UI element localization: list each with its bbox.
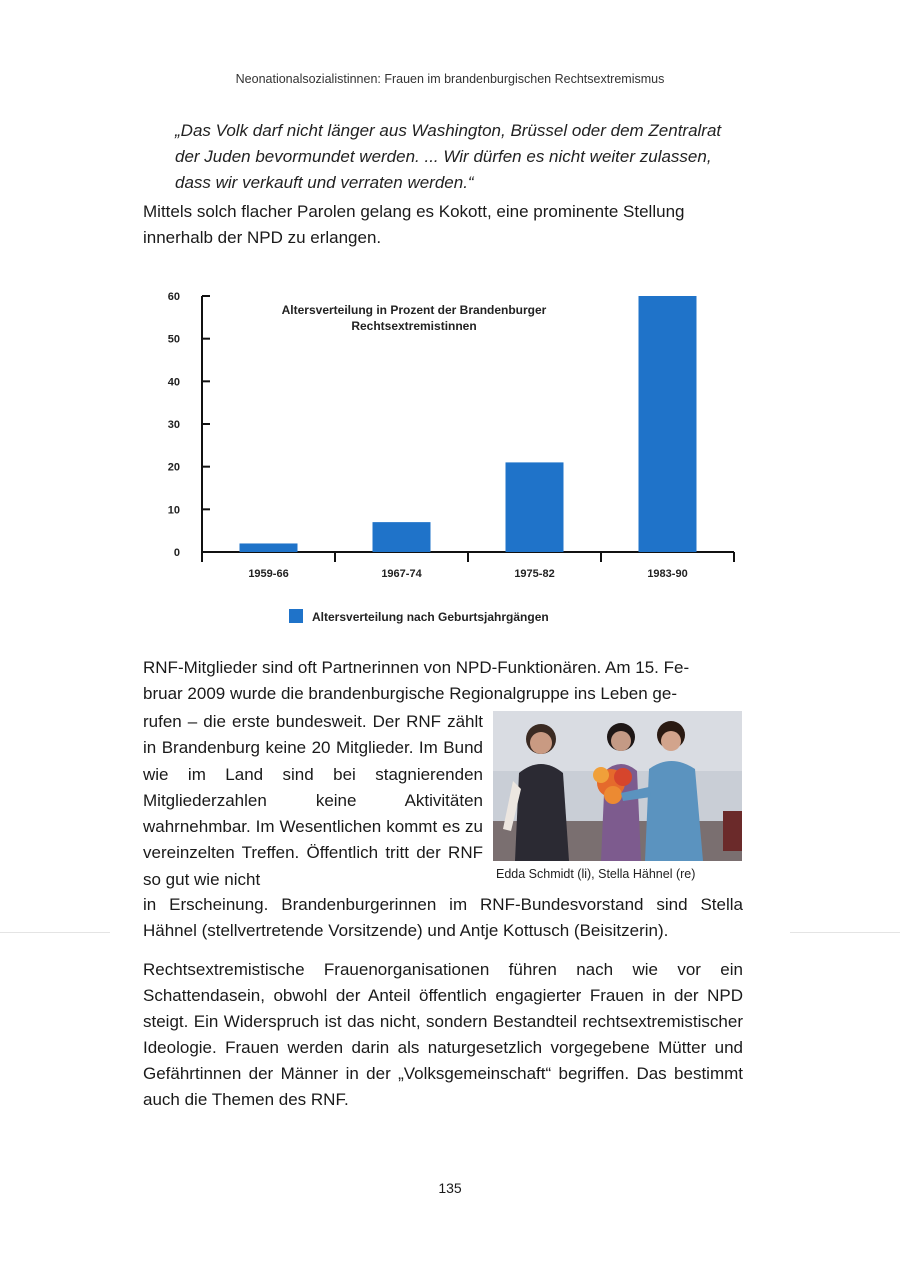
age-distribution-chart — [150, 278, 750, 638]
y-tick-label: 10 — [167, 504, 180, 517]
quote-block: „Das Volk darf nicht länger aus Washington, Brüssel oder dem Zentralrat der Juden bevormundet werden. ... Wir dürfen es nicht weiter zulassen, dass wir verkauft und verraten werden.“ — [175, 121, 722, 192]
y-tick-label: 0 — [173, 547, 180, 559]
y-tick-label: 60 — [167, 291, 180, 303]
legend-label: Altersverteilung nach Geburtsjahrgängen — [312, 610, 549, 624]
paragraph-2-wrap-text: rufen – die erste bundesweit. Der RNF zählt in Brandenburg keine 20 Mitglieder. Im Bund wie im Land sind bei stagnierenden Mitgliederzahlen keine Aktivitäten wahrnehmbar. Im Wesentlichen kommt es zu vereinzelten Treffen. Öffentlich tritt der RNF so gut wie nicht — [143, 712, 483, 889]
photo-illustration — [493, 711, 742, 861]
paragraph-2-line-1: RNF-Mitglieder sind oft Partnerinnen von NPD-Funktionären. Am 15. Fe- — [143, 658, 690, 677]
paragraph-2-bottom: in Erscheinung. Brandenburgerinnen im RNF-Bundesvorstand sind Stella Hähnel (stellvertretende Vorsitzende) und Antje Kottusch (Beisitzerin). — [143, 895, 743, 940]
bar-1983-90 — [639, 296, 697, 552]
divider-right — [790, 932, 900, 933]
x-tick-label: 1959-66 — [248, 568, 289, 580]
x-axis — [202, 552, 734, 580]
y-tick-label: 30 — [167, 419, 180, 431]
bar-1959-66 — [240, 543, 298, 552]
bar-series — [240, 296, 697, 552]
y-tick-label: 50 — [167, 333, 180, 346]
photo-caption: Edda Schmidt (li), Stella Hähnel (re) — [496, 867, 696, 881]
y-tick-label: 20 — [167, 461, 180, 474]
group-photo — [493, 711, 742, 861]
divider-left — [0, 932, 110, 933]
bar-1967-74 — [373, 522, 431, 552]
paragraph-3: Rechtsextremistische Frauenorganisationen führen nach wie vor ein Schattendasein, obwohl der Anteil öffentlich engagierter Frauen in der NPD steigt. Ein Widerspruch ist das nicht, sondern Bestandteil rechtsextremistischer Ideologie. Frauen werden darin als naturgesetzlich vorgegebene Mütter und Gefährtinnen der Männer in der „Volksgemeinschaft“ begriffen. Das bestimmt auch die Themen des RNF. — [143, 960, 743, 1109]
chart-title-line-1: Altersverteilung in Prozent der Brandenburger — [281, 303, 547, 317]
x-tick-label: 1983-90 — [647, 568, 688, 580]
bar-1975-82 — [506, 462, 564, 552]
x-tick-label: 1967-74 — [381, 568, 422, 580]
chart-title-line-2: Rechtsextremistinnen — [351, 319, 477, 333]
legend-swatch — [289, 609, 303, 623]
page-number: 135 — [438, 1180, 462, 1196]
chart-legend — [289, 609, 549, 624]
x-tick-label: 1975-82 — [514, 568, 555, 580]
y-tick-label: 40 — [167, 376, 180, 389]
paragraph-1: Mittels solch flacher Parolen gelang es Kokott, eine prominente Stellung innerhalb der NPD zu erlangen. — [143, 202, 685, 247]
running-head: Neonationalsozialistinnen: Frauen im brandenburgischen Rechtsextremismus — [235, 72, 665, 86]
paragraph-2-top — [143, 655, 743, 707]
paragraph-2-line-2: bruar 2009 wurde die brandenburgische Regionalgruppe ins Leben ge- — [143, 684, 677, 703]
y-axis — [168, 291, 210, 559]
